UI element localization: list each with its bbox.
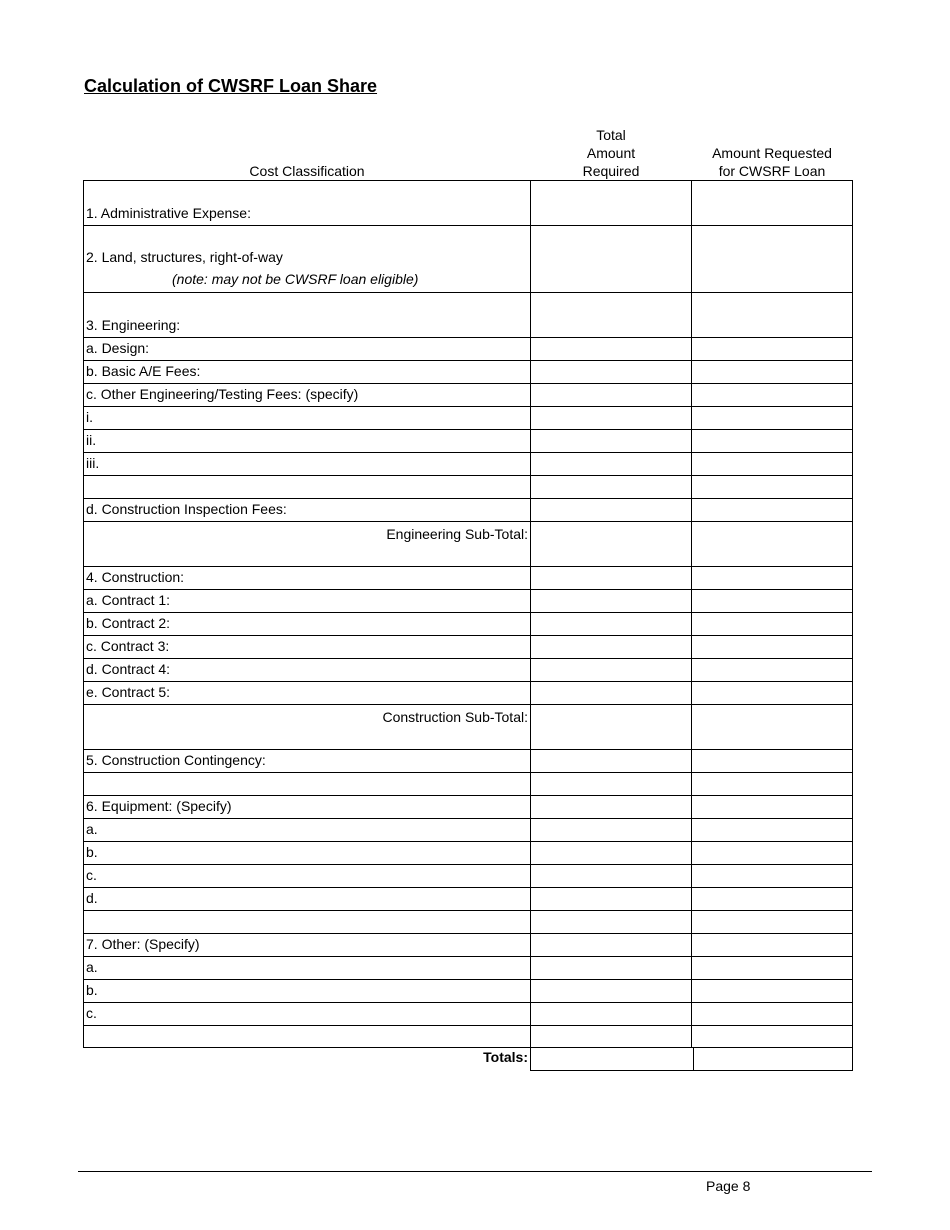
total-amount-input-cell[interactable] — [531, 181, 692, 225]
requested-amount-input-cell[interactable] — [692, 750, 852, 772]
table-row — [83, 521, 853, 566]
table-row — [83, 383, 853, 406]
total-amount-input-cell[interactable] — [531, 842, 692, 864]
total-amount-input-cell[interactable] — [531, 361, 692, 383]
cost-item-label: c. Contract 3: — [86, 638, 170, 654]
total-amount-input-cell[interactable] — [531, 407, 692, 429]
cost-classification-cell — [84, 361, 531, 383]
total-amount-input-cell[interactable] — [531, 659, 692, 681]
table-row — [83, 337, 853, 360]
requested-amount-input-cell[interactable] — [692, 293, 852, 337]
requested-amount-input-cell[interactable] — [692, 522, 852, 566]
table-row — [83, 864, 853, 887]
requested-amount-input-cell[interactable] — [692, 819, 852, 841]
totals-row — [83, 1048, 853, 1071]
cost-table — [83, 180, 853, 1048]
table-row — [83, 429, 853, 452]
total-amount-input-cell[interactable] — [531, 522, 692, 566]
total-amount-input-cell[interactable] — [531, 911, 692, 933]
table-row — [83, 681, 853, 704]
requested-amount-input-cell[interactable] — [692, 361, 852, 383]
requested-amount-input-cell[interactable] — [692, 453, 852, 475]
cost-item-label: a. — [86, 821, 98, 837]
header-line: Required — [582, 163, 640, 179]
header-line: Amount Requested — [712, 145, 832, 161]
requested-amount-input-cell[interactable] — [692, 338, 852, 360]
total-amount-input-cell[interactable] — [531, 888, 692, 910]
cost-classification-cell — [84, 819, 531, 841]
cost-item-label: d. Contract 4: — [86, 661, 171, 677]
cost-item-label: c. Other Engineering/Testing Fees: (specify) — [86, 386, 359, 402]
total-amount-input-cell[interactable] — [531, 1003, 692, 1025]
total-amount-input-cell[interactable] — [531, 796, 692, 818]
cost-item-label: b. Contract 2: — [86, 615, 171, 631]
table-row — [83, 749, 853, 772]
requested-amount-input-cell[interactable] — [692, 659, 852, 681]
requested-amount-input-cell[interactable] — [692, 1026, 852, 1047]
total-amount-input-cell[interactable] — [531, 567, 692, 589]
requested-amount-sum-cell[interactable] — [692, 1048, 853, 1071]
cost-classification-cell — [84, 590, 531, 612]
requested-amount-input-cell[interactable] — [692, 865, 852, 887]
requested-amount-input-cell[interactable] — [692, 181, 852, 225]
cost-classification-cell — [84, 980, 531, 1002]
cost-item-label: b. — [86, 844, 98, 860]
table-row — [83, 795, 853, 818]
total-amount-input-cell[interactable] — [531, 750, 692, 772]
requested-amount-input-cell[interactable] — [692, 705, 852, 749]
subtotal-label: Construction Sub-Total: — [382, 709, 528, 725]
requested-amount-input-cell[interactable] — [692, 842, 852, 864]
cost-classification-cell — [84, 659, 531, 681]
total-amount-input-cell[interactable] — [531, 934, 692, 956]
cost-item-label: d. — [86, 890, 98, 906]
totals-label: Totals: — [483, 1049, 528, 1065]
requested-amount-input-cell[interactable] — [692, 613, 852, 635]
cost-classification-cell — [84, 613, 531, 635]
total-amount-input-cell[interactable] — [531, 384, 692, 406]
cost-classification-cell — [84, 226, 531, 292]
cost-classification-cell — [84, 293, 531, 337]
table-row — [83, 979, 853, 1002]
header-line: Total — [596, 127, 626, 143]
table-row — [83, 887, 853, 910]
requested-amount-input-cell[interactable] — [692, 911, 852, 933]
cost-item-label: 5. Construction Contingency: — [86, 752, 266, 768]
total-amount-sum-cell[interactable] — [530, 1048, 694, 1071]
cost-classification-cell — [84, 888, 531, 910]
cost-classification-cell — [84, 499, 531, 521]
header-line: for CWSRF Loan — [718, 163, 826, 179]
table-row — [83, 360, 853, 383]
requested-amount-input-cell[interactable] — [692, 957, 852, 979]
requested-amount-input-cell[interactable] — [692, 499, 852, 521]
table-row — [83, 818, 853, 841]
total-amount-input-cell[interactable] — [531, 636, 692, 658]
table-row — [83, 292, 853, 337]
total-amount-input-cell[interactable] — [531, 430, 692, 452]
footer-divider — [78, 1171, 872, 1172]
requested-amount-input-cell[interactable] — [692, 682, 852, 704]
table-row — [83, 658, 853, 681]
cost-classification-cell — [84, 522, 531, 566]
total-amount-input-cell[interactable] — [531, 865, 692, 887]
cost-item-label: c. — [86, 1005, 97, 1021]
cost-item-label: e. Contract 5: — [86, 684, 171, 700]
total-amount-input-cell[interactable] — [531, 682, 692, 704]
cost-item-label: iii. — [86, 455, 100, 471]
cost-classification-cell — [84, 1026, 531, 1047]
cost-item-label: i. — [86, 409, 93, 425]
total-amount-input-cell[interactable] — [531, 957, 692, 979]
requested-amount-input-cell[interactable] — [692, 590, 852, 612]
cost-item-label: b. Basic A/E Fees: — [86, 363, 201, 379]
table-row — [83, 612, 853, 635]
cost-classification-cell — [84, 957, 531, 979]
table-row — [83, 933, 853, 956]
total-amount-input-cell[interactable] — [531, 773, 692, 795]
table-row — [83, 635, 853, 658]
total-amount-input-cell[interactable] — [531, 980, 692, 1002]
cost-item-label: 7. Other: (Specify) — [86, 936, 200, 952]
page-title: Calculation of CWSRF Loan Share — [84, 76, 378, 96]
requested-amount-input-cell[interactable] — [692, 980, 852, 1002]
requested-amount-input-cell[interactable] — [692, 934, 852, 956]
cost-classification-cell — [84, 407, 531, 429]
requested-amount-input-cell[interactable] — [692, 476, 852, 498]
total-amount-input-cell[interactable] — [531, 293, 692, 337]
cost-classification-cell — [84, 865, 531, 887]
table-row — [83, 475, 853, 498]
page-number: Page 8 — [706, 1178, 751, 1194]
table-row — [83, 1025, 853, 1048]
cost-item-label: 4. Construction: — [86, 569, 185, 585]
header-total-amount-required — [531, 126, 691, 180]
cost-classification-cell — [84, 567, 531, 589]
cost-classification-cell — [84, 773, 531, 795]
header-line: Amount — [586, 145, 636, 161]
cost-classification-cell — [84, 636, 531, 658]
table-row — [83, 452, 853, 475]
requested-amount-input-cell[interactable] — [692, 226, 852, 292]
cost-classification-cell — [84, 682, 531, 704]
requested-amount-input-cell[interactable] — [692, 636, 852, 658]
total-amount-input-cell[interactable] — [531, 499, 692, 521]
requested-amount-input-cell[interactable] — [692, 430, 852, 452]
cost-classification-cell — [84, 338, 531, 360]
table-row — [83, 406, 853, 429]
table-row — [83, 498, 853, 521]
eligibility-note: (note: may not be CWSRF loan eligible) — [172, 271, 419, 287]
cost-item-label: 3. Engineering: — [86, 317, 181, 333]
total-amount-input-cell[interactable] — [531, 819, 692, 841]
table-row — [83, 841, 853, 864]
requested-amount-input-cell[interactable] — [692, 567, 852, 589]
cost-classification-cell — [84, 430, 531, 452]
table-row — [83, 589, 853, 612]
header-cost-classification: Cost Classification — [249, 163, 365, 179]
total-amount-input-cell[interactable] — [531, 338, 692, 360]
table-row — [83, 225, 853, 292]
total-amount-input-cell[interactable] — [531, 705, 692, 749]
cost-classification-cell — [84, 384, 531, 406]
requested-amount-input-cell[interactable] — [692, 384, 852, 406]
table-row — [83, 704, 853, 749]
cost-item-label: d. Construction Inspection Fees: — [86, 501, 287, 517]
cost-item-label: a. — [86, 959, 98, 975]
requested-amount-input-cell[interactable] — [692, 773, 852, 795]
cost-item-label: 6. Equipment: (Specify) — [86, 798, 232, 814]
total-amount-input-cell[interactable] — [531, 1026, 692, 1047]
subtotal-label: Engineering Sub-Total: — [386, 526, 528, 542]
requested-amount-input-cell[interactable] — [692, 888, 852, 910]
total-amount-input-cell[interactable] — [531, 453, 692, 475]
requested-amount-input-cell[interactable] — [692, 407, 852, 429]
table-row — [83, 566, 853, 589]
cost-classification-cell — [84, 453, 531, 475]
cost-classification-cell — [84, 181, 531, 225]
total-amount-input-cell[interactable] — [531, 613, 692, 635]
cost-classification-cell — [84, 1003, 531, 1025]
requested-amount-input-cell[interactable] — [692, 1003, 852, 1025]
cost-item-label: c. — [86, 867, 97, 883]
cost-classification-cell — [84, 705, 531, 749]
cost-classification-cell — [84, 934, 531, 956]
header-amount-requested — [691, 144, 853, 180]
cost-item-label: ii. — [86, 432, 97, 448]
cost-classification-cell — [84, 476, 531, 498]
total-amount-input-cell[interactable] — [531, 476, 692, 498]
cost-item-label: 1. Administrative Expense: — [86, 205, 251, 221]
cost-item-label: a. Contract 1: — [86, 592, 171, 608]
cost-classification-cell — [84, 842, 531, 864]
cost-classification-cell — [84, 796, 531, 818]
cost-item-label: 2. Land, structures, right-of-way — [86, 249, 283, 265]
total-amount-input-cell[interactable] — [531, 226, 692, 292]
table-row — [83, 1002, 853, 1025]
table-row — [83, 772, 853, 795]
table-row — [83, 956, 853, 979]
requested-amount-input-cell[interactable] — [692, 796, 852, 818]
cost-item-label: b. — [86, 982, 98, 998]
table-row — [83, 180, 853, 225]
cost-classification-cell — [84, 750, 531, 772]
cost-item-label: a. Design: — [86, 340, 150, 356]
cost-classification-cell — [84, 911, 531, 933]
total-amount-input-cell[interactable] — [531, 590, 692, 612]
table-row — [83, 910, 853, 933]
